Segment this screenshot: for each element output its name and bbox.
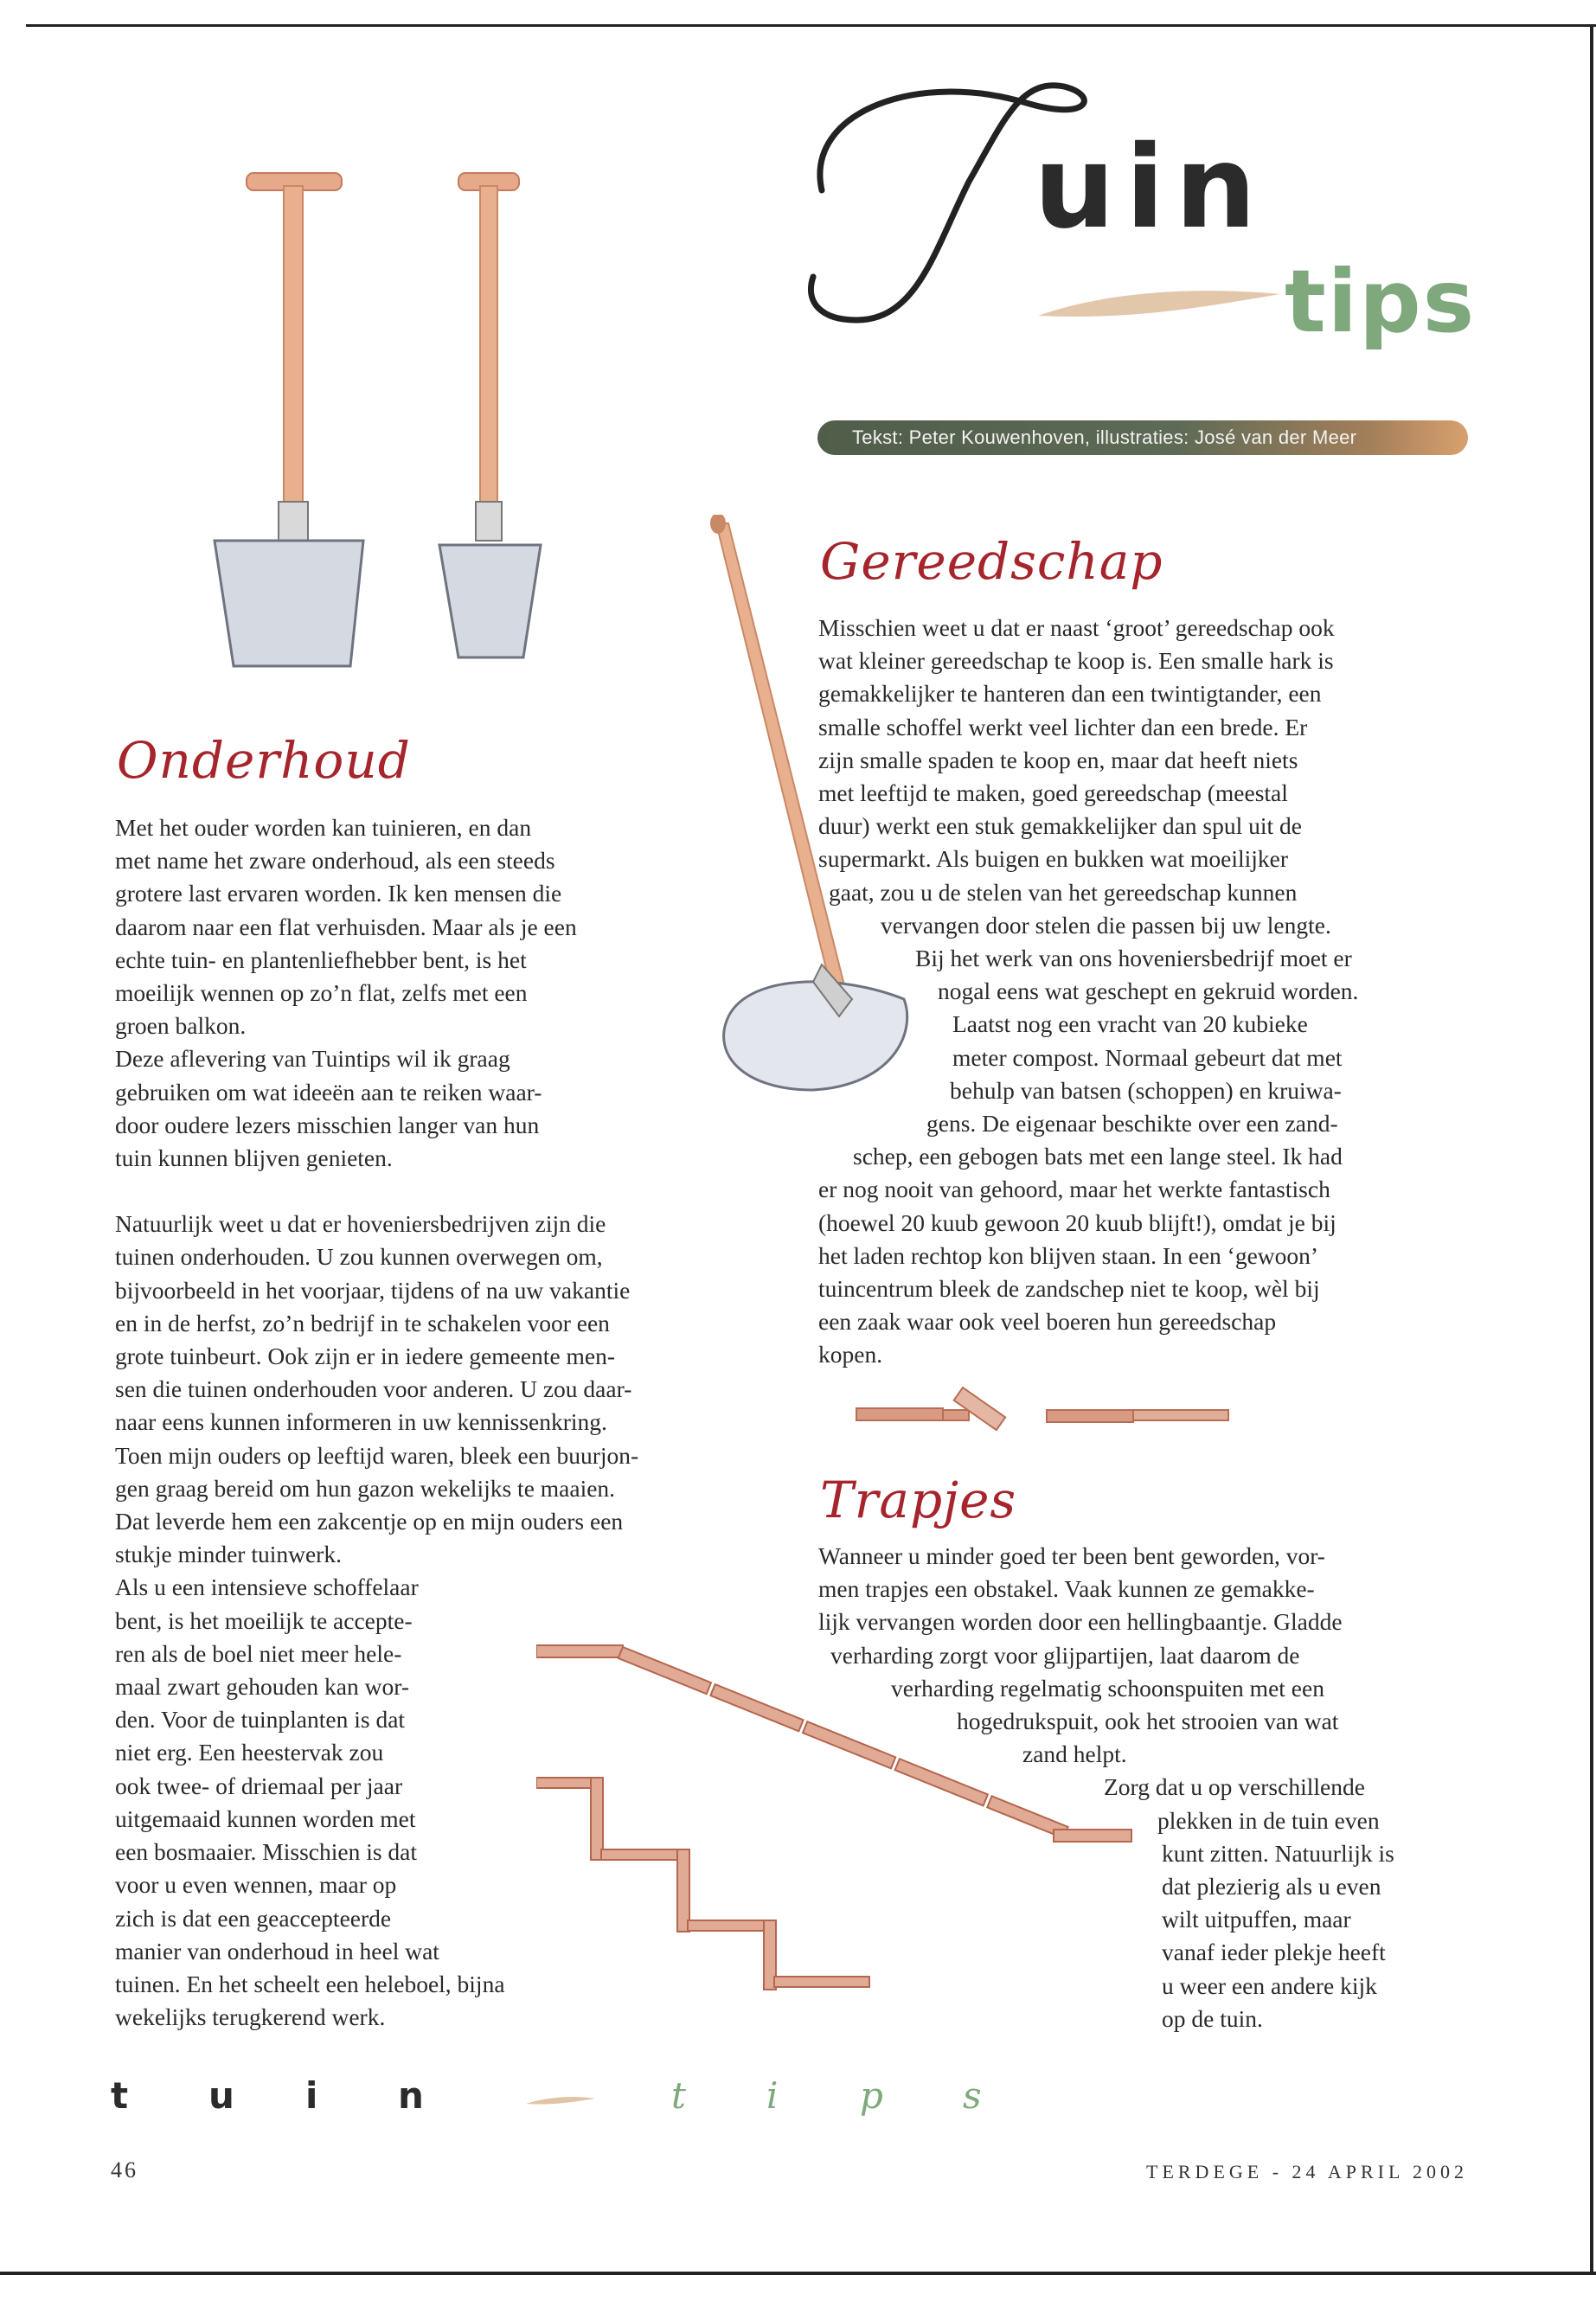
- paragraph-line: wat kleiner gereedschap te koop is. Een smalle hark is: [818, 647, 1334, 675]
- paragraph-line: Laatst nog een vracht van 20 kubieke: [952, 1010, 1308, 1038]
- footer-letter: t: [111, 2074, 129, 2117]
- paragraph-line: Dat leverde hem een zakcentje op en mijn ouders een: [115, 1508, 624, 1535]
- paragraph-line: tuin kunnen blijven genieten.: [115, 1144, 393, 1172]
- paragraph-line: supermarkt. Als buigen en bukken wat moeilijker: [818, 845, 1289, 873]
- footer-tuin-tips-bar: [111, 2074, 982, 2126]
- paragraph-line: hogedrukspuit, ook het strooien van wat: [957, 1708, 1339, 1735]
- spade-right: [439, 173, 541, 657]
- paragraph-line: Wanneer u minder goed ter been bent geworden, vor-: [818, 1542, 1325, 1569]
- footer-letter: i: [766, 2074, 779, 2117]
- paragraph-line: tuinen onderhouden. U zou kunnen overwegen om,: [115, 1243, 603, 1271]
- paragraph-line: verharding zorgt voor glijpartijen, laat daarom de: [830, 1641, 1300, 1669]
- paragraph-line: ook twee- of driemaal per jaar: [115, 1772, 403, 1799]
- paragraph-line: Bij het werk van ons hoveniersbedrijf moet er: [915, 945, 1352, 972]
- paragraph-line: op de tuin.: [1162, 2004, 1263, 2032]
- paragraph-line: gebruiken om wat ideeën aan te reiken waar-: [115, 1078, 542, 1106]
- brick-divider-ornament: [852, 1375, 1241, 1436]
- paragraph-line: verharding regelmatig schoonspuiten met een: [891, 1674, 1324, 1702]
- slope-and-stairs-illustration: [536, 1626, 1133, 2007]
- paragraph-line: grotere last ervaren worden. Ik ken mensen die: [115, 880, 562, 907]
- top-rule: [26, 24, 1596, 27]
- paragraph-line: door oudere lezers misschien langer van hun: [115, 1111, 540, 1138]
- paragraph-line: niet erg. Een heestervak zou: [115, 1739, 384, 1766]
- paragraph-line: grote tuinbeurt. Ook zijn er in iedere gemeente men-: [115, 1343, 616, 1370]
- paragraph-line: gaat, zou u de stelen van het gereedschap kunnen: [829, 878, 1298, 906]
- paragraph-line: gen graag bereid om hun gazon wekelijks te maaien.: [115, 1474, 616, 1502]
- paragraph-line: ren als de boel niet meer hele-: [115, 1639, 402, 1667]
- paragraph-line: schep, een gebogen bats met een lange steel. Ik had: [853, 1143, 1343, 1170]
- paragraph-line: tuinen. En het scheelt een heleboel, bijna: [115, 1970, 505, 1997]
- paragraph-line: tuincentrum bleek de zandschep niet te koop, wèl bij: [818, 1275, 1320, 1303]
- footer-brushstroke: [526, 2092, 595, 2109]
- spade-left: [215, 173, 363, 666]
- stair-bricks: [536, 1778, 869, 1990]
- paragraph-line: stukje minder tuinwerk.: [115, 1541, 342, 1568]
- paragraph-line: voor u even wennen, maar op: [115, 1871, 397, 1899]
- paragraph-line: gemakkelijker te hanteren dan een twintigtander, een: [818, 680, 1322, 708]
- paragraph-line: gens. De eigenaar beschikte over een zand-: [926, 1110, 1338, 1138]
- paragraph-line: kunt zitten. Natuurlijk is: [1162, 1839, 1394, 1867]
- paragraph-line: Natuurlijk weet u dat er hoveniersbedrijven zijn die: [115, 1210, 606, 1238]
- paragraph-line: Als u een intensieve schoffelaar: [115, 1574, 419, 1601]
- paragraph-line: duur) werkt een stuk gemakkelijker dan spul uit de: [818, 812, 1303, 840]
- credits-bar: Tekst: Peter Kouwenhoven, illustraties: José van der Meer: [817, 420, 1468, 455]
- paragraph-line: Misschien weet u dat er naast ‘groot’ gereedschap ook: [818, 614, 1335, 641]
- page-number: 46: [111, 2157, 138, 2182]
- bottom-rule: [0, 2272, 1596, 2275]
- paragraph-line: meter compost. Normaal gebeurt dat met: [952, 1043, 1343, 1071]
- paragraph-line: zijn smalle spaden te koop en, maar dat heeft niets: [818, 746, 1298, 773]
- paragraph-line: kopen.: [818, 1341, 883, 1368]
- slope-bricks: [536, 1645, 1131, 1842]
- paragraph-line: manier van onderhoud in heel wat: [115, 1937, 439, 1965]
- paragraph-line: groen balkon.: [115, 1012, 247, 1040]
- brushstroke-decoration: [1029, 268, 1289, 337]
- paragraph-line: met leeftijd te maken, goed gereedschap (meestal: [818, 779, 1288, 807]
- title-uin: uin: [1034, 121, 1267, 254]
- paragraph-line: uitgemaaid kunnen worden met: [115, 1804, 416, 1832]
- gereedschap-column: [818, 612, 1476, 1372]
- paragraph-line: met name het zware onderhoud, als een steeds: [115, 847, 555, 875]
- paragraph-line: (hoewel 20 kuub gewoon 20 kuub blijft!), omdat je bij: [818, 1208, 1336, 1236]
- paragraph-line: het laden rechtop kon blijven staan. In een ‘gewoon’: [818, 1241, 1319, 1269]
- heading-onderhoud: Onderhoud: [117, 731, 411, 790]
- paragraph-line: plekken in de tuin even: [1157, 1806, 1380, 1834]
- spades-illustration: [199, 160, 580, 679]
- masthead-date: TERDEGE - 24 APRIL 2002: [1146, 2161, 1469, 2182]
- paragraph-line: lijk vervangen worden door een hellingbaantje. Gladde: [818, 1608, 1343, 1636]
- heading-trapjes: Trapjes: [820, 1471, 1017, 1529]
- paragraph-line: een zaak waar ook veel boeren hun gereedschap: [818, 1308, 1277, 1336]
- paragraph-line: daarom naar een flat verhuisden. Maar als je een: [115, 913, 577, 940]
- paragraph-line: er nog nooit van gehoord, maar het werkte fantastisch: [818, 1176, 1330, 1203]
- paragraph-line: maal zwart gehouden kan wor-: [115, 1673, 410, 1701]
- paragraph-line: Zorg dat u op verschillende: [1104, 1773, 1365, 1801]
- paragraph-line: men trapjes een obstakel. Vaak kunnen ze gemakke-: [818, 1575, 1315, 1603]
- footer-letter: p: [860, 2074, 883, 2117]
- right-rule: [1590, 24, 1593, 2273]
- paragraph-line: vanaf ieder plekje heeft: [1162, 1939, 1386, 1966]
- paragraph-line: vervangen door stelen die passen bij uw lengte.: [881, 911, 1331, 939]
- footer-letter: t: [671, 2074, 686, 2117]
- paragraph-line: en in de herfst, zo’n bedrijf in te schakelen voor een: [115, 1309, 610, 1336]
- paragraph-line: Toen mijn ouders op leeftijd waren, bleek een buurjon-: [115, 1441, 639, 1469]
- paragraph-line: nogal eens wat geschept en gekruid worden.: [938, 977, 1359, 1005]
- paragraph-line: bijvoorbeeld in het voorjaar, tijdens of na uw vakantie: [115, 1276, 631, 1304]
- paragraph-line: moeilijk wennen op zo’n flat, zelfs met een: [115, 979, 528, 1007]
- footer-letter: u: [208, 2074, 234, 2117]
- title-tips: tips: [1285, 251, 1477, 352]
- paragraph-line: sen die tuinen onderhouden voor anderen. U zou daar-: [115, 1375, 632, 1403]
- paragraph-line: u weer een andere kijk: [1162, 1971, 1377, 1999]
- footer-letter: s: [963, 2074, 982, 2117]
- heading-gereedschap: Gereedschap: [820, 532, 1163, 591]
- paragraph-line: naar eens kunnen informeren in uw kennissenkring.: [115, 1408, 607, 1436]
- paragraph-line: behulp van batsen (schoppen) en kruiwa-: [950, 1076, 1342, 1104]
- paragraph-line: smalle schoffel werkt veel lichter dan een brede. Er: [818, 713, 1308, 740]
- paragraph-line: zich is dat een geaccepteerde: [115, 1904, 392, 1932]
- paragraph-line: bent, is het moeilijk te accepte-: [115, 1606, 413, 1634]
- paragraph-line: echte tuin- en plantenliefhebber bent, is het: [115, 945, 527, 973]
- paragraph-line: zand helpt.: [1022, 1740, 1127, 1768]
- footer-letter: n: [398, 2074, 424, 2117]
- paragraph-line: een bosmaaier. Misschien is dat: [115, 1838, 418, 1866]
- paragraph-line: dat plezierig als u even: [1162, 1873, 1381, 1900]
- footer-letter: i: [305, 2074, 318, 2117]
- paragraph-line: Deze aflevering van Tuintips wil ik graag: [115, 1045, 510, 1073]
- paragraph-line: den. Voor de tuinplanten is dat: [115, 1706, 406, 1734]
- paragraph-line: wekelijks terugkerend werk.: [115, 2003, 386, 2031]
- paragraph-line: Met het ouder worden kan tuinieren, en dan: [115, 814, 532, 841]
- paragraph-line: wilt uitpuffen, maar: [1162, 1906, 1351, 1933]
- paragraph-gap: [115, 1175, 764, 1208]
